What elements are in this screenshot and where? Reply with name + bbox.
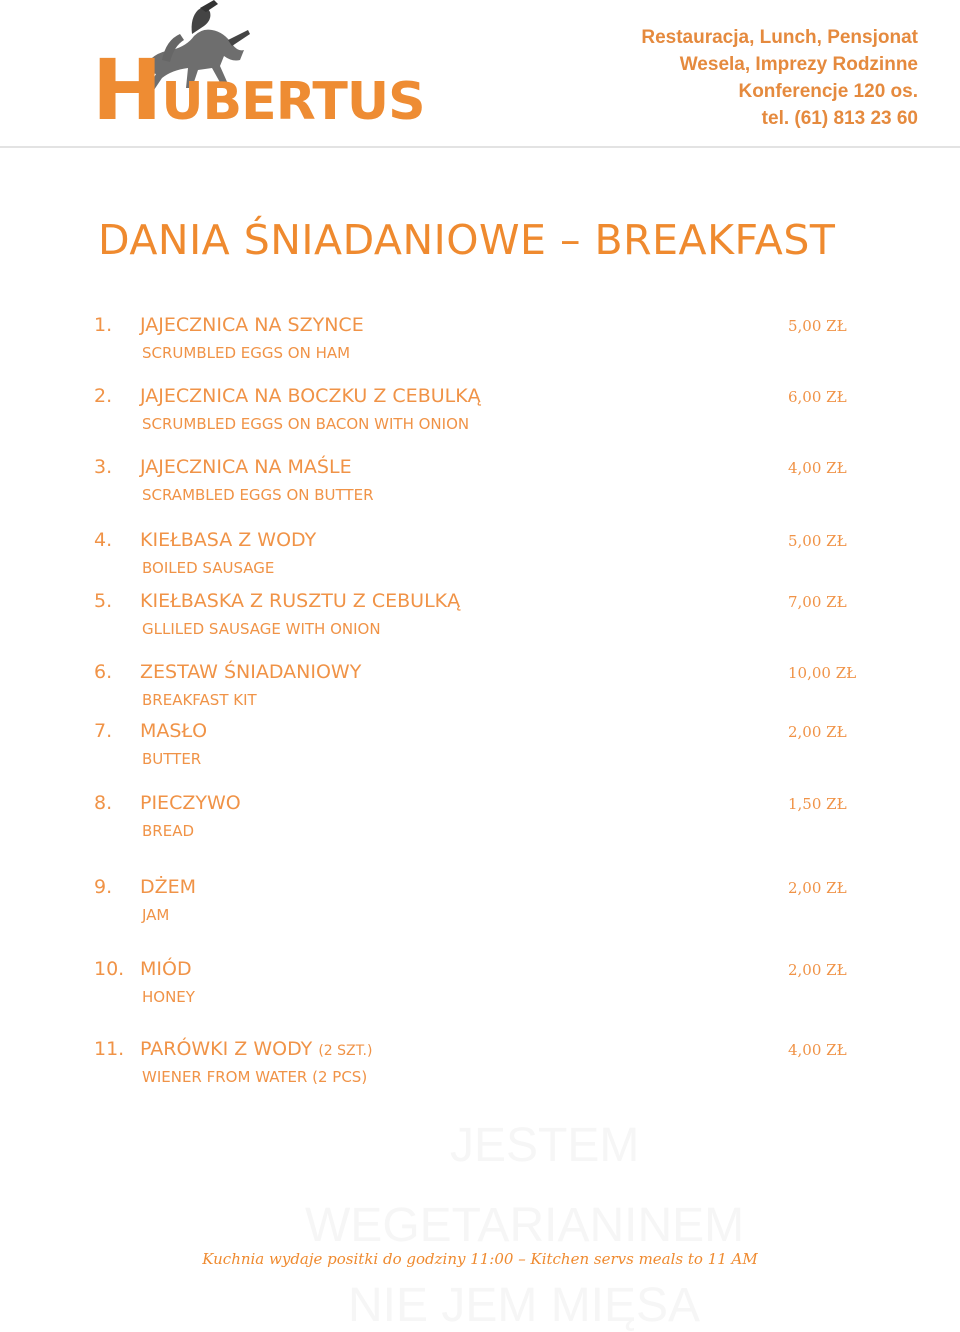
- header-divider: [0, 146, 960, 148]
- item-name-en: BOILED SAUSAGE: [142, 559, 275, 577]
- item-name-en: JAM: [142, 906, 170, 924]
- item-number: 4.: [94, 529, 113, 551]
- phone-number: tel. (61) 813 23 60: [761, 108, 918, 129]
- item-name-en: GLLILED SAUSAGE WITH ONION: [142, 620, 381, 638]
- item-price: 4,00 ZŁ: [788, 1041, 847, 1059]
- item-number: 5.: [94, 590, 113, 612]
- item-name-en: SCRUMBLED EGGS ON HAM: [142, 344, 351, 362]
- item-name-pl: DŻEM: [140, 876, 197, 898]
- contact-line: Konferencje 120 os.: [738, 81, 918, 102]
- item-price: 1,50 ZŁ: [788, 795, 847, 813]
- watermark-line: JESTEM: [450, 1119, 640, 1172]
- item-number: 8.: [94, 792, 113, 814]
- item-price: 6,00 ZŁ: [788, 388, 847, 406]
- item-name-pl: MASŁO: [140, 720, 208, 742]
- item-name-pl: MIÓD: [140, 958, 192, 980]
- item-number: 9.: [94, 876, 113, 898]
- item-name-en: BUTTER: [142, 750, 202, 768]
- item-name-pl: ZESTAW ŚNIADANIOWY: [140, 661, 362, 683]
- kitchen-hours-note: Kuchnia wydaje positki do godziny 11:00 – Kitchen servs meals to 11 AM: [202, 1250, 758, 1268]
- item-name-en: BREAKFAST KIT: [142, 691, 257, 709]
- logo-wordmark: HUBERTUS: [92, 41, 425, 139]
- item-name-en: SCRUMBLED EGGS ON BACON WITH ONION: [142, 415, 470, 433]
- item-name-pl: JAJECZNICA NA BOCZKU Z CEBULKĄ: [140, 385, 481, 407]
- item-number: 10.: [94, 958, 125, 980]
- item-number: 2.: [94, 385, 113, 407]
- item-price: 10,00 ZŁ: [788, 664, 857, 682]
- item-number: 11.: [94, 1038, 125, 1060]
- item-price: 7,00 ZŁ: [788, 593, 847, 611]
- item-name-pl: JAJECZNICA NA SZYNCE: [140, 314, 364, 336]
- contact-line: Wesela, Imprezy Rodzinne: [679, 54, 918, 75]
- item-name-pl: KIEŁBASA Z WODY: [140, 529, 317, 551]
- contact-block: [641, 24, 918, 132]
- item-price: 5,00 ZŁ: [788, 532, 847, 550]
- item-number: 3.: [94, 456, 113, 478]
- item-price: 2,00 ZŁ: [788, 723, 847, 741]
- item-quantity-note: (2 SZT.): [318, 1043, 373, 1059]
- item-number: 7.: [94, 720, 113, 742]
- page-header: [0, 0, 960, 150]
- hubertus-logo: [92, 0, 425, 140]
- watermark-line: WEGETARIANINEM: [305, 1199, 745, 1252]
- watermark-line: NIE JEM MIĘSA: [348, 1279, 701, 1332]
- item-name-pl: PIECZYWO: [140, 792, 241, 814]
- item-name-en: WIENER FROM WATER (2 PCS): [142, 1068, 368, 1086]
- contact-line: Restauracja, Lunch, Pensjonat: [641, 27, 918, 48]
- item-number: 6.: [94, 661, 113, 683]
- menu-title: DANIA ŚNIADANIOWE – BREAKFAST: [98, 216, 836, 264]
- item-price: 2,00 ZŁ: [788, 879, 847, 897]
- item-price: 2,00 ZŁ: [788, 961, 847, 979]
- item-name-en: BREAD: [142, 822, 195, 840]
- item-price: 5,00 ZŁ: [788, 317, 847, 335]
- item-name-pl: PARÓWKI Z WODY (2 SZT.): [140, 1038, 373, 1060]
- item-number: 1.: [94, 314, 113, 336]
- item-name-en: HONEY: [142, 988, 195, 1006]
- item-name-pl: KIEŁBASKA Z RUSZTU Z CEBULKĄ: [140, 590, 461, 612]
- item-name-en: SCRAMBLED EGGS ON BUTTER: [142, 486, 374, 504]
- item-name-pl: JAJECZNICA NA MAŚLE: [140, 456, 352, 478]
- item-price: 4,00 ZŁ: [788, 459, 847, 477]
